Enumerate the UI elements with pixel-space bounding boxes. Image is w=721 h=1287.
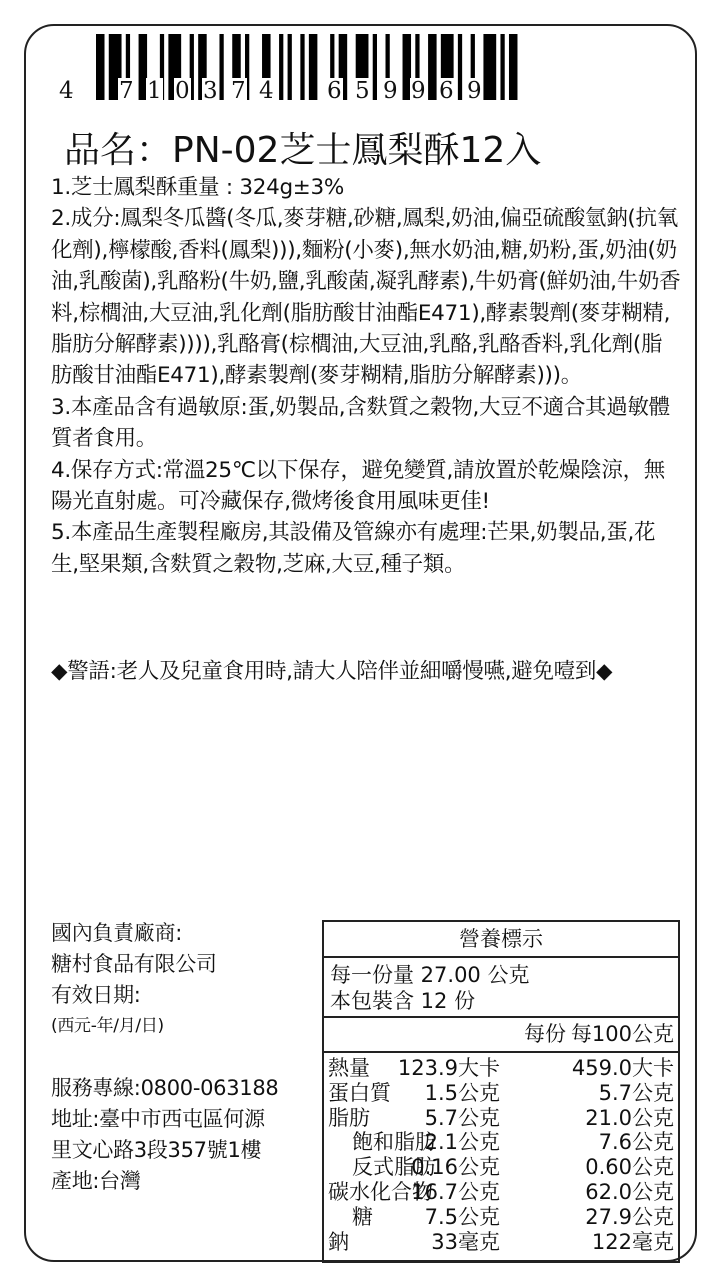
nutrition-row xyxy=(324,1056,678,1081)
nutrition-row xyxy=(324,1180,678,1205)
nutrition-row xyxy=(324,1205,678,1230)
barcode-digit: 9 xyxy=(467,78,482,104)
nutrient-name: 碳水化合物 xyxy=(328,1179,433,1204)
nutrient-per-100g: 459.0大卡 xyxy=(571,1056,674,1080)
nutrition-rows xyxy=(324,1053,678,1254)
warning-text: ◆警語:老人及兒童食用時,請大人陪伴並細嚼慢嚥,避免噎到◆ xyxy=(51,659,613,684)
nutrient-name: 鈉 xyxy=(328,1229,349,1254)
manufacturer-info xyxy=(51,918,321,1197)
serving-size: 每一份量 27.00 公克 xyxy=(330,963,530,987)
col-per-100g: 每100公克 xyxy=(570,1022,674,1046)
servings-per-package: 本包裝含 12 份 xyxy=(330,989,476,1013)
serving-info xyxy=(324,958,678,1018)
manufacturer-label: 國內負責廠商: xyxy=(51,921,182,945)
net-weight: 1.芝士鳳梨酥重量 : 324g±3% xyxy=(51,175,345,200)
nutrient-name: 蛋白質 xyxy=(328,1080,391,1105)
warning xyxy=(51,656,681,687)
nutrient-per-serving: 5.7公克 xyxy=(424,1105,500,1130)
nutrition-column-headers xyxy=(324,1018,678,1053)
nutrient-per-serving: 33毫克 xyxy=(431,1229,500,1254)
nutrient-per-100g: 5.7公克 xyxy=(598,1080,674,1105)
nutrient-per-serving: 123.9大卡 xyxy=(397,1056,500,1080)
origin: 產地:台灣 xyxy=(51,1169,141,1193)
facility-notice: 5.本產品生產製程廠房,其設備及管線亦有處理:芒果,奶製品,蛋,花生,堅果類,含麩質之穀物,芝麻,大豆,種子類。 xyxy=(51,520,656,577)
nutrient-per-100g: 0.60公克 xyxy=(585,1155,674,1180)
barcode-digit: 5 xyxy=(355,78,370,104)
nutrient-per-serving: 2.1公克 xyxy=(424,1130,500,1155)
nutrient-name: 脂肪 xyxy=(328,1105,370,1130)
nutrient-per-serving: 0.16公克 xyxy=(411,1155,500,1180)
barcode-digit: 1 xyxy=(147,78,162,104)
address-line-1: 地址:臺中市西屯區何源 xyxy=(51,1107,265,1131)
barcode-digit: 9 xyxy=(411,78,426,104)
product-info xyxy=(51,172,681,580)
barcode-digit: 9 xyxy=(383,78,398,104)
nutrient-name: 飽和脂肪 xyxy=(352,1130,436,1155)
nutrition-row xyxy=(324,1230,678,1255)
service-hotline: 服務專線:0800-063188 xyxy=(51,1076,279,1100)
nutrient-per-100g: 122毫克 xyxy=(591,1229,674,1254)
ingredients: 2.成分:鳳梨冬瓜醬(冬瓜,麥芽糖,砂糖,鳳梨,奶油,偏亞硫酸氫鈉(抗氧化劑),檸檬酸,香料(鳳梨))),麵粉(小麥),無水奶油,糖,奶粉,蛋,奶油(奶油,乳酸菌),乳酪粉(牛奶,鹽,乳酸菌,凝乳酵素),牛奶膏(鮮奶油,牛奶香料,棕櫚油,大豆油,乳化劑(脂肪酸甘油酯E471),酵素製劑(麥芽糊精,脂肪分解酵素)))),乳酪膏(棕櫚油,大豆油,乳酪,乳酪香料,乳化劑(脂肪酸甘油酯E471),酵素製劑(麥芽糊精,脂肪分解酵素)))。 xyxy=(51,206,681,389)
storage-instructions: 4.保存方式:常溫25℃以下保存，避免變質,請放置於乾燥陰涼，無陽光直射處。可冷藏保存,微烤後食用風味更佳! xyxy=(51,457,665,515)
nutrient-name: 糖 xyxy=(352,1204,373,1229)
col-per-serving: 每份 xyxy=(524,1022,566,1046)
barcode-digit: 6 xyxy=(439,78,454,104)
nutrition-row xyxy=(324,1106,678,1131)
nutrient-per-serving: 16.7公克 xyxy=(411,1179,500,1204)
nutrient-per-100g: 7.6公克 xyxy=(598,1130,674,1155)
address-line-2: 里文心路3段357號1樓 xyxy=(51,1138,262,1162)
nutrient-per-100g: 21.0公克 xyxy=(585,1105,674,1130)
manufacturer-name: 糖村食品有限公司 xyxy=(51,952,217,976)
expiry-format: (西元-年/月/日) xyxy=(51,1016,164,1036)
nutrient-per-serving: 7.5公克 xyxy=(424,1204,500,1229)
barcode-digit: 6 xyxy=(327,78,342,104)
barcode-digit: 7 xyxy=(119,78,134,104)
nutrient-per-100g: 27.9公克 xyxy=(585,1204,674,1229)
barcode-digit: 4 xyxy=(59,78,74,104)
nutrient-name: 熱量 xyxy=(328,1056,370,1080)
barcode-number xyxy=(58,78,518,108)
barcode-digit: 7 xyxy=(231,78,246,104)
nutrient-per-serving: 1.5公克 xyxy=(424,1080,500,1105)
product-title: 品名：PN-02芝士鳳梨酥12入 xyxy=(64,130,542,171)
nutrition-row xyxy=(324,1081,678,1106)
expiry-label: 有效日期: xyxy=(51,983,141,1007)
nutrition-row xyxy=(324,1130,678,1155)
barcode-digit: 4 xyxy=(259,78,274,104)
nutrient-per-100g: 62.0公克 xyxy=(585,1179,674,1204)
nutrient-name: 反式脂肪 xyxy=(352,1155,436,1180)
nutrition-facts xyxy=(322,920,680,1263)
allergens: 3.本產品含有過敏原:蛋,奶製品,含麩質之穀物,大豆不適合其過敏體質者食用。 xyxy=(51,394,670,452)
barcode-digit: 0 xyxy=(175,78,190,104)
nutrition-row xyxy=(324,1155,678,1180)
barcode-digit: 3 xyxy=(203,78,218,104)
nutrition-title: 營養標示 xyxy=(324,922,678,958)
